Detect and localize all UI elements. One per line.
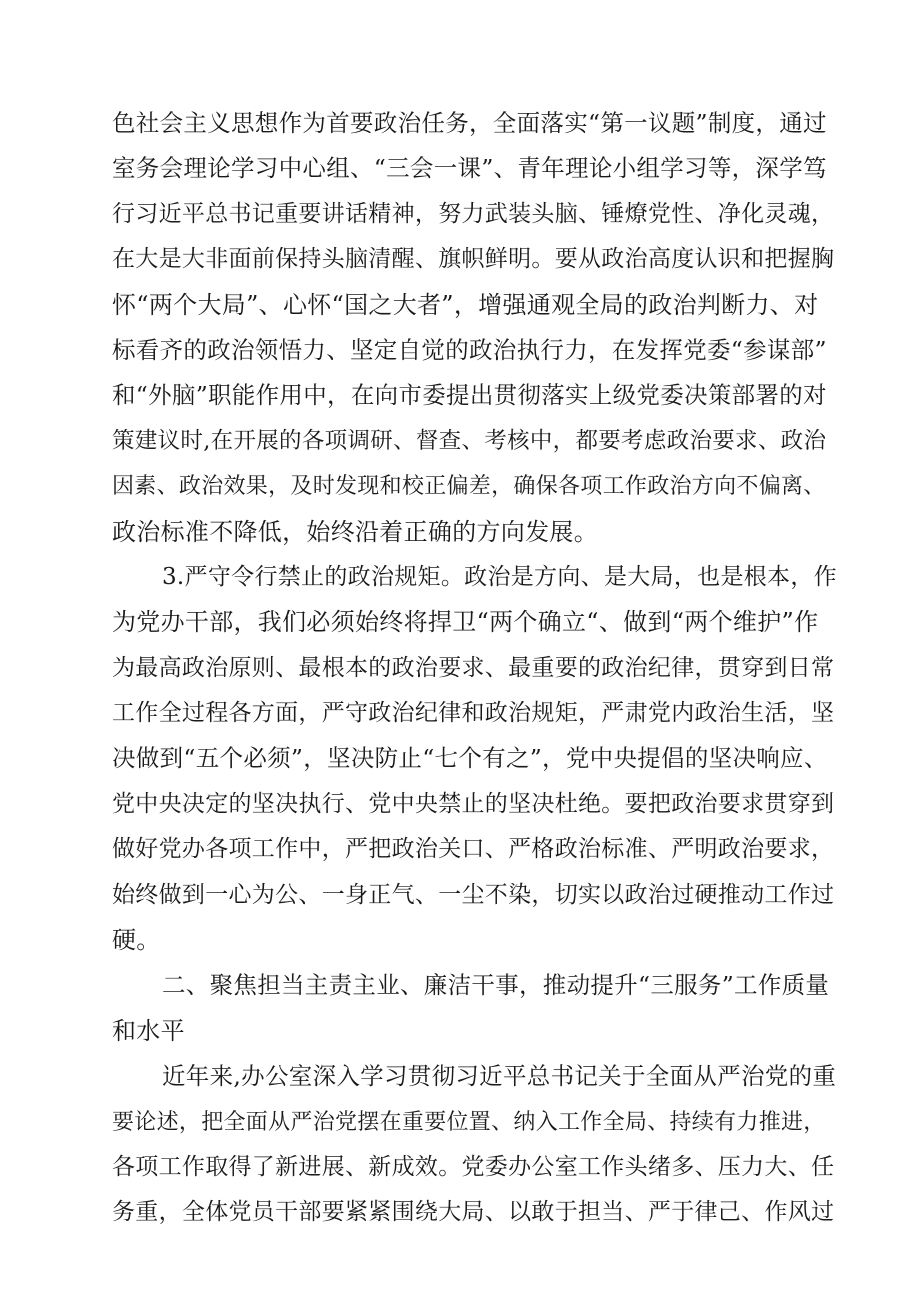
text-line: 各项工作取得了新进展、新成效。党委办公室工作头绪多、压力大、任 xyxy=(112,1153,835,1180)
text-line: 要论述，把全面从严治党摆在重要位置、纳入工作全局、持续有力推进， xyxy=(112,1109,826,1135)
section-heading-line: 和水平 xyxy=(112,1016,185,1045)
document-page xyxy=(112,101,838,1236)
text-line: 务重，全体党员干部要紧紧围绕大局、以敢于担当、严于律己、作风过 xyxy=(112,1199,835,1226)
text-line: 怀“两个大局”、心怀“国之大者”，增强通观全局的政治判断力、对 xyxy=(112,290,819,319)
text-line: 做好党办各项工作中，严把政治关口、严格政治标准、严明政治要求， xyxy=(112,836,835,863)
text-line: 党中央决定的坚决执行、党中央禁止的坚决杜绝。要把政治要求贯穿到 xyxy=(112,790,835,817)
text-line: 标看齐的政治领悟力、坚定自觉的政治执行力，在发挥党委“参谋部” xyxy=(112,335,827,364)
text-line: 政治标准不降低，始终沿着正确的方向发展。 xyxy=(112,517,598,546)
section-heading-line: 二、聚焦担当主责主业、廉洁干事，推动提升“三服务”工作质量 xyxy=(162,971,830,1000)
text-line: 为最高政治原则、最根本的政治要求、最重要的政治纪律，贯穿到日常 xyxy=(112,654,835,681)
text-line: 色社会主义思想作为首要政治任务，全面落实“第一议题”制度，通过 xyxy=(112,109,827,137)
text-line: 为党办干部，我们必须始终将捍卫“两个确立“、做到“两个维护”作 xyxy=(112,608,819,637)
text-line: 策建议时,在开展的各项调研、督查、考核中，都要考虑政治要求、政治 xyxy=(112,427,827,454)
paragraph-start-line: 3.严守令行禁止的政治规矩。政治是方向、是大局，也是根本，作 xyxy=(162,563,837,590)
text-line: 决做到“五个必须”，坚决防止“七个有之”，党中央提倡的坚决响应、 xyxy=(112,744,828,773)
text-line: 硬。 xyxy=(112,926,161,955)
text-line: 室务会理论学习中心组、“三会一课”、青年理论小组学习等，深学笃 xyxy=(112,154,827,183)
text-line: 和“外脑”职能作用中，在向市委提出贯彻落实上级党委决策部署的对 xyxy=(112,381,827,410)
text-line: 在大是大非面前保持头脑清醒、旗帜鲜明。要从政治高度认识和把握胸 xyxy=(112,246,835,273)
text-line: 因素、政治效果，及时发现和校正偏差，确保各项工作政治方向不偏离、 xyxy=(112,474,826,500)
text-line: 工作全过程各方面，严守政治纪律和政治规矩，严肃党内政治生活，坚 xyxy=(112,700,835,727)
text-line: 始终做到一心为公、一身正气、一尘不染，切实以政治过硬推动工作过 xyxy=(112,881,835,908)
paragraph-start-line: 近年来,办公室深入学习贯彻习近平总书记关于全面从严治党的重 xyxy=(162,1062,837,1091)
text-line: 行习近平总书记重要讲话精神，努力武装头脑、锤燎党性、净化灵魂， xyxy=(112,200,835,227)
